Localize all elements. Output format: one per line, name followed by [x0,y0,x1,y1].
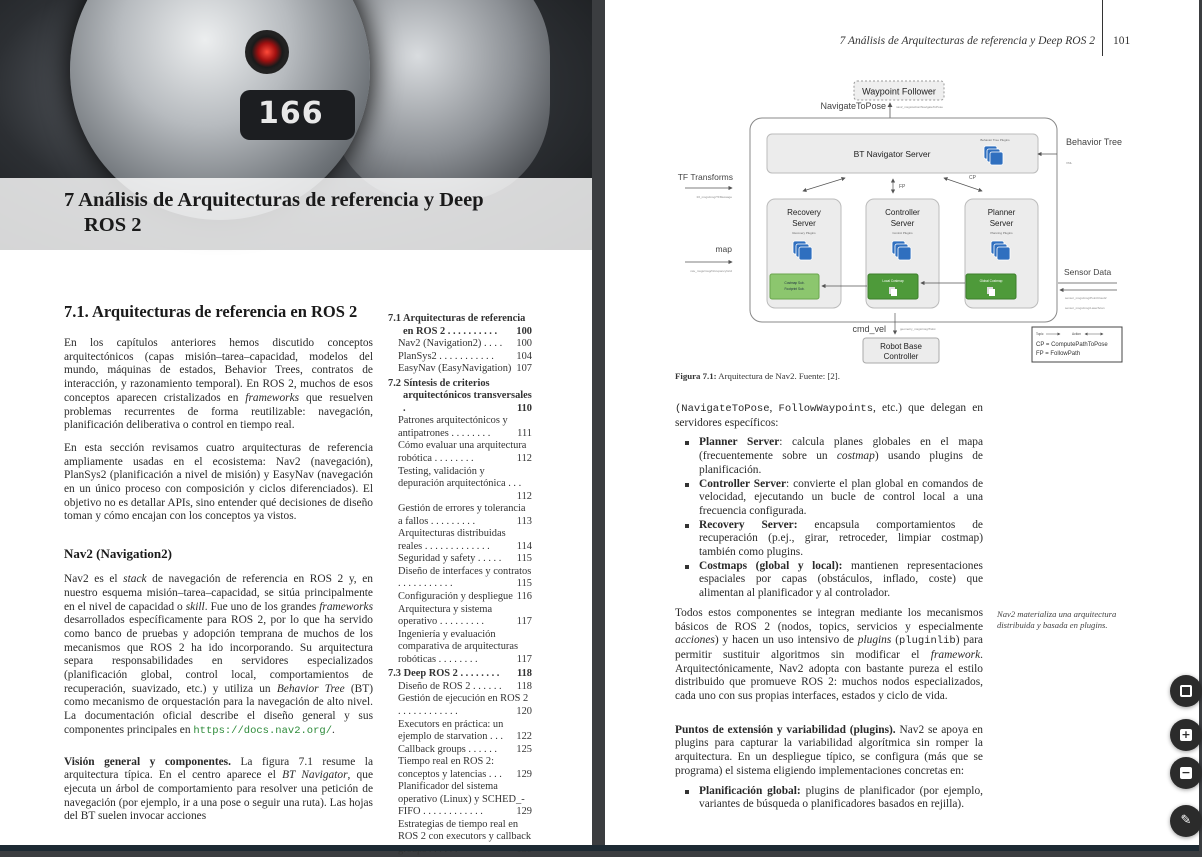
toc-entry-page: 100 [516,325,532,337]
text-em: framework [930,648,981,661]
text-em: acciones [675,634,715,647]
toc-entry-page: 129 [516,768,532,780]
toc-entry-title: Cómo evaluar una arquitectura robótica . . . . . . . . [398,440,527,465]
waypoint-follower-box [854,81,944,100]
sensor-data-label: Sensor Data [1064,267,1112,277]
item-title: Planificación global: [699,784,801,797]
xml-label: XML [1066,161,1073,165]
label: Recovery [787,208,821,217]
label: Planning Plugins [990,231,1013,235]
toc-entry-page: 118 [516,668,532,680]
zoom-out-button[interactable] [1170,757,1202,789]
text-em: BT Navigator [282,769,348,782]
toc-entry[interactable] [388,566,532,591]
running-head: 7 Análisis de Arquitecturas de referencia y Deep ROS 2 [839,35,1095,47]
text: Nav2 se apoya en plugins para capturar la variabilidad algorítmica sin romper la arquitectura. En un despliegue típico, se configura (más que se programa) el sistema eligiendo implementaciones concretas en: [675,723,984,777]
robot-red-eye [245,30,289,74]
cmd-vel-label: cmd_vel [852,324,886,334]
text: . Arquitectónicamente, Nav2 adopta con bastante pureza el estilo distribuido que promueve ROS 2: muchos nodos especializados, cada uno con sus propias interfaces, estados y ciclo de vida. [675,648,983,703]
text: . Fue uno de los grandes [204,600,320,613]
toc-entry-page: 107 [516,363,532,375]
toc-entry[interactable] [388,719,532,744]
toc-entry-title: Nav2 (Navigation2) . . . . [398,338,503,350]
legend-topic: Topic [1036,332,1044,336]
item-text: : calcula planes globales en el mapa (frecuentemente sobre un [699,436,984,463]
chapter-title-line2: ROS 2 [84,214,142,236]
toc-entry[interactable] [388,338,532,351]
text: , [769,402,779,414]
toc-entry-title: Callback groups . . . . . . [398,743,497,755]
toc-entry-title: Arquitectura y sistema operativo . . . . . . . . . [398,603,493,628]
chapter-header-image [0,0,592,250]
nav2-heading: Nav2 (Navigation2) [64,546,172,562]
run-in-heading: Puntos de extensión y variabilidad (plugins). [675,723,896,736]
text-em: frameworks [319,600,374,613]
code: pluginlib [898,635,956,648]
label: BT Navigator Server [853,149,931,159]
toc-entry[interactable] [388,629,532,667]
toc-entry[interactable] [388,668,532,681]
toc-entry-page: 110 [516,402,532,414]
cp-label: CP [969,175,976,181]
paragraph-overview [64,756,373,825]
label: Server [890,219,915,228]
toc-entry-title: Gestión de errores y tolerancia a fallos . . . . . . . . . [398,503,526,527]
toc-entry[interactable] [388,378,532,416]
legend-fp: FP = FollowPath [1036,351,1081,357]
tf-transforms-label: TF Transforms [677,172,733,182]
toc-entry-page: 104 [516,350,532,362]
left-main-column [64,302,373,824]
paragraph-extension-points [675,724,983,812]
item-title: Recovery Server: [699,518,798,531]
text-em: stack [123,573,147,586]
controller-server-box [866,199,939,308]
toc-entry-title: Arquitecturas distribuidas reales . . . . . . . . . . . . . [398,528,506,552]
list-item [675,436,983,477]
chapter-toc [388,311,532,857]
toc-entry[interactable] [388,351,532,364]
type-label: tf2_msgs/msg/TFMessage [696,195,732,199]
toc-entry[interactable] [388,781,532,819]
toc-entry-page: 125 [516,743,532,755]
text: ) y hacen un uso intensivo de [714,634,858,647]
toc-entry[interactable] [388,440,532,465]
robot-base-controller-box [863,338,939,363]
label: Waypoint Follower [862,86,936,97]
label: Control Plugins [892,231,913,235]
toc-entry-page: 129 [516,806,532,818]
text: ( [891,634,899,647]
toc-entry[interactable] [388,744,532,757]
caption-text: Arquitectura de Nav2. Fuente: [2]. [716,371,840,381]
text-em: frameworks [245,391,300,404]
toc-entry[interactable] [388,604,532,629]
pencil-icon: ✎ [1180,813,1192,828]
toc-entry-title: EasyNav (EasyNavigation) [398,363,512,375]
code: FollowWaypoints [778,403,874,415]
toc-entry-page: 114 [516,540,532,552]
fit-to-screen-button[interactable] [1170,675,1202,707]
map-label: map [715,244,732,254]
text: , que ejecuta un árbol de comportamiento para resolver una petición de navegación (por ejemplo, ir a una pose o seguir una ruta). Las hojas del BT suelen invocar acciones [64,769,373,823]
bottom-bar [0,845,1199,851]
label: Footprint Sub. [784,287,805,291]
toc-entry-page: 118 [516,680,532,692]
item-title: Controller Server [699,477,787,490]
header-rule [1102,0,1103,56]
item-text: ) usando plugins de planificación. [699,450,983,476]
toc-entry-page: 115 [516,578,532,590]
toc-entry-title: Ingeniería y evaluación comparativa de arquitecturas robóticas . . . . . . . . [398,628,519,665]
zoom-out-icon: − [1181,766,1191,779]
fit-screen-icon [1180,685,1192,697]
toc-entry-page: 120 [516,705,532,717]
text: ) para permitir sustituir algoritmos sin modificar el [675,634,983,661]
legend-action: Action [1072,332,1081,336]
left-page [0,0,592,845]
text: Todos estos componentes se integran mediante los mecanismos básicos de ROS 2 (nodos, topics, servicios y especialmente [675,606,983,633]
run-in-heading: Visión general y componentes. [64,755,231,768]
toc-entry-title: Gestión de ejecución en ROS 2 . . . . . . . . . . . . [398,693,529,717]
edit-button[interactable] [1170,805,1202,837]
list-item [675,478,983,519]
navigate-to-pose-label: NavigateToPose [820,101,886,111]
server-list [675,436,983,600]
paragraph-integration [675,607,983,704]
label: Controller [883,352,919,361]
toc-entry[interactable] [388,466,532,504]
list-item [675,519,983,560]
label: Server [792,219,816,228]
text: (BT) como mecanismo de orquestación para la navegación de alto nivel. La documentación oficial describe el diseño general y sus componentes principales en [64,682,373,736]
recovery-server-box [767,199,841,308]
item-text: plugins de planificador (por ejemplo, variantes de búsqueda o planificadores basados en rejilla). [699,784,984,811]
text: desarrollados específicamente para ROS 2, por lo que ha servido como banco de pruebas y adopción temprana de muchos de los mecanismos que ROS 2 ha ido incorporando. Su arquitectura separa responsabilidades en servidores especializados (planificación global, control local, comportamientos de recuperación, suavizado, etc.) y utiliza un [64,614,373,695]
zoom-in-button[interactable] [1170,719,1202,751]
toc-entry-page: 117 [516,616,532,628]
item-text: encapsula comportamientos de recuperación (p.ej., girar, retroceder, limpiar costmap) también como plugins. [699,518,983,559]
toc-entry-title: Executors en práctica: un ejemplo de starvation . . . [398,718,504,743]
section-title: 7.1. Arquitecturas de referencia en ROS 2 [64,302,358,321]
toc-entry[interactable] [388,553,532,566]
text: que resuelven problemas recurrentes de forma reutilizable: navegación, planificación deliberativa o control en tiempo real. [64,391,373,432]
text: La figura 7.1 resume la arquitectura típica. En el centro aparece el [64,755,374,782]
toc-entry-title: Tiempo real en ROS 2: conceptos y latencias . . . [398,756,502,780]
label: Global Costmap [979,279,1003,283]
toc-entry-title: Testing, validación y depuración arquitectónica . . . [398,465,522,490]
paragraph-intro [64,337,373,433]
toc-entry-title: 7.2 Síntesis de criterios arquitectónicos transversales . [388,377,532,414]
type-label: sensor_msgs/msg/PointCloud2 [1065,296,1107,300]
diagram-legend [1032,327,1122,362]
paragraph-nav2 [64,573,373,738]
label: Server [989,219,1014,228]
extension-list [675,785,983,812]
type-label: geometry_msgs/msg/Twist [900,327,936,331]
toc-entry[interactable] [388,681,532,694]
bt-navigator-box [767,134,1038,173]
toc-entry[interactable] [388,693,532,718]
toc-entry-page: 112 [516,453,532,465]
item-title: Costmaps (global y local): [699,559,843,572]
text-em: skill [185,600,205,613]
toc-entry-title: Patrones arquitectónicos y antipatrones . . . . . . . . [398,415,508,439]
margin-note: Nav2 materializa una arquitectura distribuida y basada en plugins. [997,609,1117,630]
toc-entry-title: Seguridad y safety . . . . . [398,553,502,565]
text: de navegación de referencia en ROS 2 y, en nuestro esquema misión–tarea–capacidad, se sitúa principalmente en el nivel de capacidad o [64,573,373,613]
type-label: nav2_msgs/action/NavigateToPose [896,105,943,109]
list-item [675,785,983,812]
toc-entry[interactable] [388,591,532,604]
label: Controller [885,208,920,217]
toc-entry-page: 115 [516,553,532,565]
text-em: Behavior Tree [276,682,345,695]
toc-entry-title: Configuración y despliegue [398,591,513,603]
text: , etc.) que delegan en servidores específicos: [675,402,983,429]
toc-entry-page: 111 [517,427,532,439]
type-label: sensor_msgs/msg/LaserScan [1065,306,1105,310]
label: Recovery Plugins [792,231,816,235]
toc-entry[interactable] [388,756,532,781]
code: (NavigateToPose [675,403,770,415]
toc-entry-page: 113 [516,515,532,527]
toc-entry[interactable] [388,415,532,440]
label: Robot Base [880,342,922,351]
toc-entry-title: PlanSys2 . . . . . . . . . . . [398,350,494,362]
paragraph-servers [675,402,983,704]
item-em: costmap [836,450,875,463]
paragraph-scope: En esta sección revisamos cuatro arquitecturas de referencia ampliamente usadas en el ecosistema: Nav2 (navegación), PlanSys2 (planificación a nivel de misión) y EasyNav (navegación en un único proceso con composición y ciclos diferenciados). El objetivo no es detallar APIs, sino entender qué decisiones de diseño toman y cómo encajan con los conceptos ya vistos. [64,441,373,523]
toc-entry-title: Diseño de interfaces y contratos . . . . . . . . . . . [398,565,532,590]
text-em: plugins [857,634,892,647]
robot-number: 166 [258,96,324,131]
toc-entry-title: Diseño de ROS 2 . . . . . . [398,680,502,692]
list-item [675,560,983,601]
text: En los capítulos anteriores hemos discutido conceptos arquitectónicos (capas misión–tarea–capacidad, modelos del mundo, máquinas de estados, Behavior Trees, contratos de interacción, y razonamiento temporal). En ROS 2, muchos de esos conceptos aparecen cristalizados en [64,337,373,404]
toc-entry[interactable] [388,528,532,553]
caption-label: Figura 7.1: [675,371,717,381]
type-label: nav_msgs/msg/OccupancyGrid [690,269,732,273]
toc-entry-page: 100 [516,338,532,350]
label: Local Costmap [882,279,904,283]
text: . [332,723,335,736]
label: Behavior Tree Plugins [980,138,1010,142]
toc-entry[interactable] [388,503,532,528]
item-text: : convierte el plan global en comandos de velocidad, ejecutando un bucle de control local a una frecuencia configurada. [699,477,983,517]
toc-entry-page: 112 [516,490,532,502]
page-number: 101 [1113,35,1131,47]
item-text: mantienen representaciones espaciales por capas (obstáculos, inflado, coste) que alimentan al planificador y al controlador. [699,559,983,600]
nav2-architecture-diagram [660,75,1160,375]
toc-entry-title: 7.3 Deep ROS 2 . . . . . . . . [388,668,500,680]
planner-server-box [965,199,1038,308]
label: Planner [987,208,1016,217]
toc-entry[interactable] [388,313,532,338]
toc-entry-title: Estrategias de tiempo real en ROS 2 con executors y callback [398,818,532,843]
legend-cp: CP = ComputePathToPose [1036,342,1108,348]
toc-entry-title: Planificador del sistema operativo (Linux) y SCHED_-FIFO . . . . . . . . . . . . [398,781,525,818]
toc-entry[interactable] [388,363,532,376]
zoom-in-icon: + [1181,728,1191,741]
right-main-column [675,402,983,818]
toc-entry-title: 7.1 Arquitecturas de referencia en ROS 2 . . . . . . . . . . [388,313,526,337]
item-title: Planner Server [699,436,780,449]
label: Costmap Sub. [784,281,805,285]
behavior-tree-label: Behavior Tree [1066,137,1123,147]
toc-entry-page: 116 [516,591,532,603]
chapter-title-line1: 7 Análisis de Arquitecturas de referencia y Deep [64,189,484,211]
nav2-docs-link[interactable]: https://docs.nav2.org/ [193,724,332,737]
toc-entry-page: 122 [516,731,532,743]
fp-label: FP [899,184,906,190]
toc-entry-page: 117 [516,653,532,665]
text: Nav2 es el [64,573,124,586]
chapter-title [64,188,544,238]
